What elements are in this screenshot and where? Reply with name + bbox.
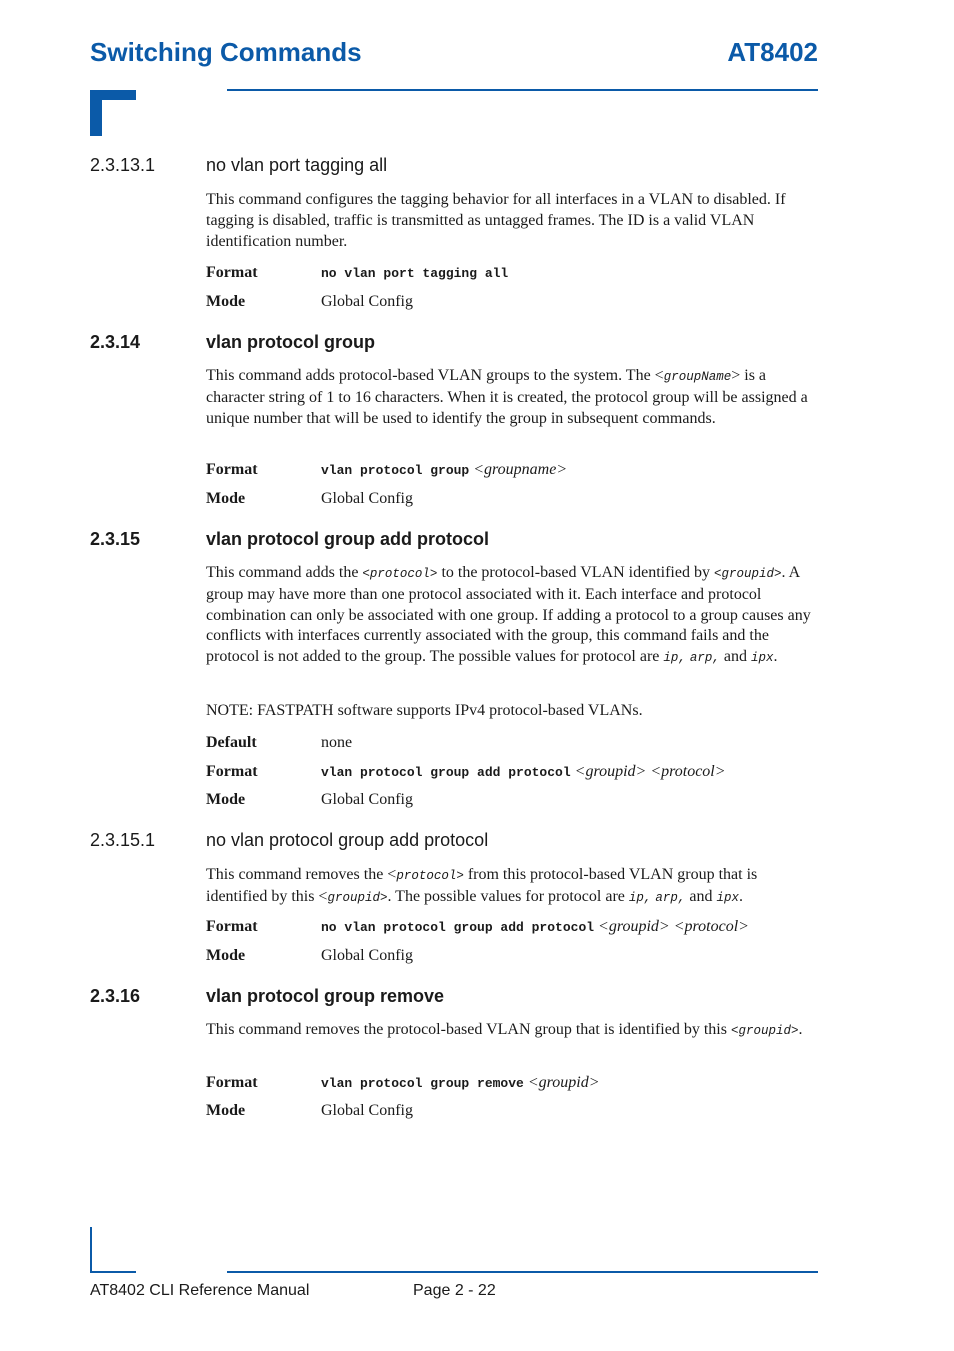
paragraph-text: This command adds protocol-based VLAN groups to the system. The <: [206, 367, 664, 384]
format-command: vlan protocol group: [321, 463, 470, 478]
section-paragraph: [206, 563, 818, 669]
format-value: [321, 460, 567, 481]
mode-value: Global Config: [321, 1102, 413, 1119]
inline-code: ip,: [663, 651, 686, 666]
section-heading-2-3-15-1: [90, 829, 488, 851]
inline-code: ipx: [751, 651, 774, 666]
section-number: 2.3.15.1: [90, 830, 156, 850]
inline-code: <groupid>: [713, 567, 782, 581]
section-title: no vlan port tagging all: [206, 155, 388, 175]
mode-label: Mode: [206, 490, 246, 507]
paragraph-text: .: [798, 1021, 803, 1038]
format-label: Format: [206, 918, 258, 935]
header-section-title: Switching Commands: [90, 37, 362, 67]
header-product-name: AT8402: [727, 37, 818, 67]
paragraph-text: and: [685, 887, 717, 905]
format-value: [321, 762, 726, 783]
paragraph-text: . A group may have more than one protocol associated with it. Each interface and protocol combination can only be associated with one group. If adding a protocol to a group causes any conflicts with interfaces currently associated with the group, this command fails and the protocol is not added to the group. The possible values for protocol are: [206, 564, 811, 666]
format-command: vlan protocol group add protocol: [321, 765, 571, 780]
inline-code: <groupid>: [730, 1024, 799, 1038]
format-argument: <groupname>: [473, 461, 568, 478]
inline-code: ip,: [628, 890, 652, 905]
section-number: 2.3.13.1: [90, 155, 156, 175]
footer-corner-mark: [90, 1227, 92, 1273]
paragraph-text: This command removes the protocol-based VLAN group that is identified by this: [206, 1021, 731, 1038]
section-heading-2-3-13-1: [90, 154, 387, 176]
paragraph-text: > is a character string of 1 to 16 characters. When it is created, the protocol group will be assigned a unique number that will be used to identify the group in subsequent commands.: [206, 367, 808, 427]
section-paragraph: [206, 865, 818, 909]
format-argument: <groupid>: [527, 1074, 600, 1091]
inline-code: protocol>: [396, 869, 464, 883]
mode-value: Global Config: [321, 947, 413, 964]
section-title: no vlan protocol group add protocol: [206, 830, 489, 850]
section-heading-2-3-16: [90, 985, 444, 1007]
format-label: Format: [206, 461, 258, 478]
paragraph-text: .: [739, 887, 744, 905]
footer-corner-rule: [90, 1271, 136, 1273]
section-title: vlan protocol group: [206, 332, 375, 352]
section-number: 2.3.16: [90, 986, 141, 1006]
section-number: 2.3.15: [90, 529, 141, 549]
header-rule: [227, 89, 818, 91]
paragraph-text: to the protocol-based VLAN identified by: [437, 564, 714, 581]
mode-value: Global Config: [321, 490, 413, 507]
footer-page-number: Page 2 - 22: [413, 1282, 496, 1299]
section-heading-2-3-15: [90, 528, 489, 550]
inline-code: <protocol>: [362, 567, 438, 581]
mode-label: Mode: [206, 293, 246, 310]
mode-value: Global Config: [321, 791, 413, 808]
paragraph-text: This command removes the <: [206, 866, 397, 883]
section-title: vlan protocol group add protocol: [206, 529, 489, 549]
section-paragraph: [206, 1020, 818, 1042]
paragraph-text: This command adds the: [206, 564, 363, 581]
footer-rule: [227, 1271, 818, 1273]
format-value: [321, 917, 749, 938]
format-command: no vlan protocol group add protocol: [321, 920, 595, 935]
mode-label: Mode: [206, 947, 246, 964]
format-argument: <groupid> <protocol>: [598, 918, 749, 935]
paragraph-text: and: [719, 648, 752, 666]
format-command: vlan protocol group remove: [321, 1076, 524, 1091]
format-value: [321, 1073, 600, 1094]
paragraph-text: from this protocol-based VLAN group that is identified by this <: [206, 866, 758, 905]
format-value: [321, 263, 508, 284]
inline-code: arp,: [655, 890, 686, 905]
inline-code: groupName: [663, 370, 732, 384]
header-corner-mark-vertical: [90, 90, 102, 136]
format-command: no vlan port tagging all: [321, 266, 509, 281]
section-paragraph: [206, 366, 818, 429]
mode-label: Mode: [206, 791, 246, 808]
section-paragraph: This command configures the tagging behavior for all interfaces in a VLAN to disabled. If tagging is disabled, traffic is transmitted as untagged frames. The ID is a valid VLAN identification number.: [206, 191, 786, 250]
section-title: vlan protocol group remove: [206, 986, 445, 1006]
mode-label: Mode: [206, 1102, 246, 1119]
default-value: none: [321, 734, 353, 751]
format-label: Format: [206, 1074, 258, 1091]
note-paragraph: NOTE: FASTPATH software supports IPv4 protocol-based VLANs.: [206, 702, 643, 719]
section-heading-2-3-14: [90, 331, 375, 353]
inline-code: groupid>: [327, 890, 388, 905]
section-number: 2.3.14: [90, 332, 141, 352]
format-label: Format: [206, 763, 258, 780]
format-argument: <groupid> <protocol>: [574, 763, 726, 780]
format-label: Format: [206, 264, 258, 281]
paragraph-text: .: [773, 648, 778, 666]
mode-value: Global Config: [321, 293, 413, 310]
inline-code: arp,: [689, 651, 720, 666]
inline-code: ipx: [716, 890, 740, 905]
default-label: Default: [206, 734, 257, 751]
paragraph-text: . The possible values for protocol are: [387, 887, 629, 905]
footer-manual-title: AT8402 CLI Reference Manual: [90, 1282, 310, 1299]
